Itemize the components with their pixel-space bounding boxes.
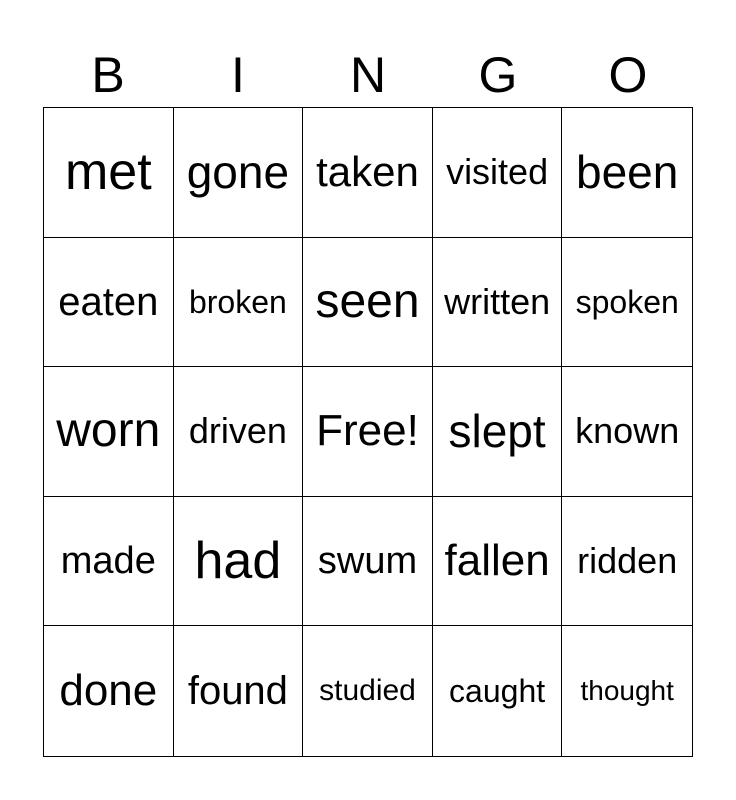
- bingo-cell: known: [562, 367, 692, 497]
- bingo-cell: eaten: [44, 238, 174, 368]
- header-letter-g: G: [478, 47, 518, 103]
- bingo-cell: thought: [580, 675, 674, 707]
- bingo-header: [43, 46, 693, 104]
- header-letter-o: O: [608, 47, 648, 103]
- bingo-cell: gone: [174, 108, 304, 238]
- bingo-cell: taken: [303, 108, 433, 238]
- bingo-cell: seen: [303, 238, 433, 368]
- bingo-cell: ridden: [562, 497, 692, 627]
- header-letter-n: N: [349, 47, 387, 103]
- bingo-cell: caught: [433, 626, 563, 756]
- bingo-cell: found: [174, 626, 304, 756]
- bingo-cell: slept: [433, 367, 563, 497]
- bingo-cell: met: [44, 108, 174, 238]
- bingo-cell: broken: [174, 238, 304, 368]
- bingo-cell: studied: [303, 626, 433, 756]
- bingo-cell: visited: [433, 108, 563, 238]
- header-letter-b: B: [91, 47, 125, 103]
- bingo-cell: had: [174, 497, 304, 627]
- bingo-cell: worn: [44, 367, 174, 497]
- bingo-cell: driven: [174, 367, 304, 497]
- bingo-cell: swum: [303, 497, 433, 627]
- header-letter-i: I: [231, 47, 245, 103]
- bingo-cell: been: [562, 108, 692, 238]
- bingo-cell: fallen: [433, 497, 563, 627]
- bingo-board: [43, 107, 693, 757]
- free-space-cell: Free!: [303, 367, 433, 497]
- bingo-cell: spoken: [562, 238, 692, 368]
- bingo-cell: written: [433, 238, 563, 368]
- bingo-cell: done: [44, 626, 174, 756]
- bingo-cell: made: [44, 497, 174, 627]
